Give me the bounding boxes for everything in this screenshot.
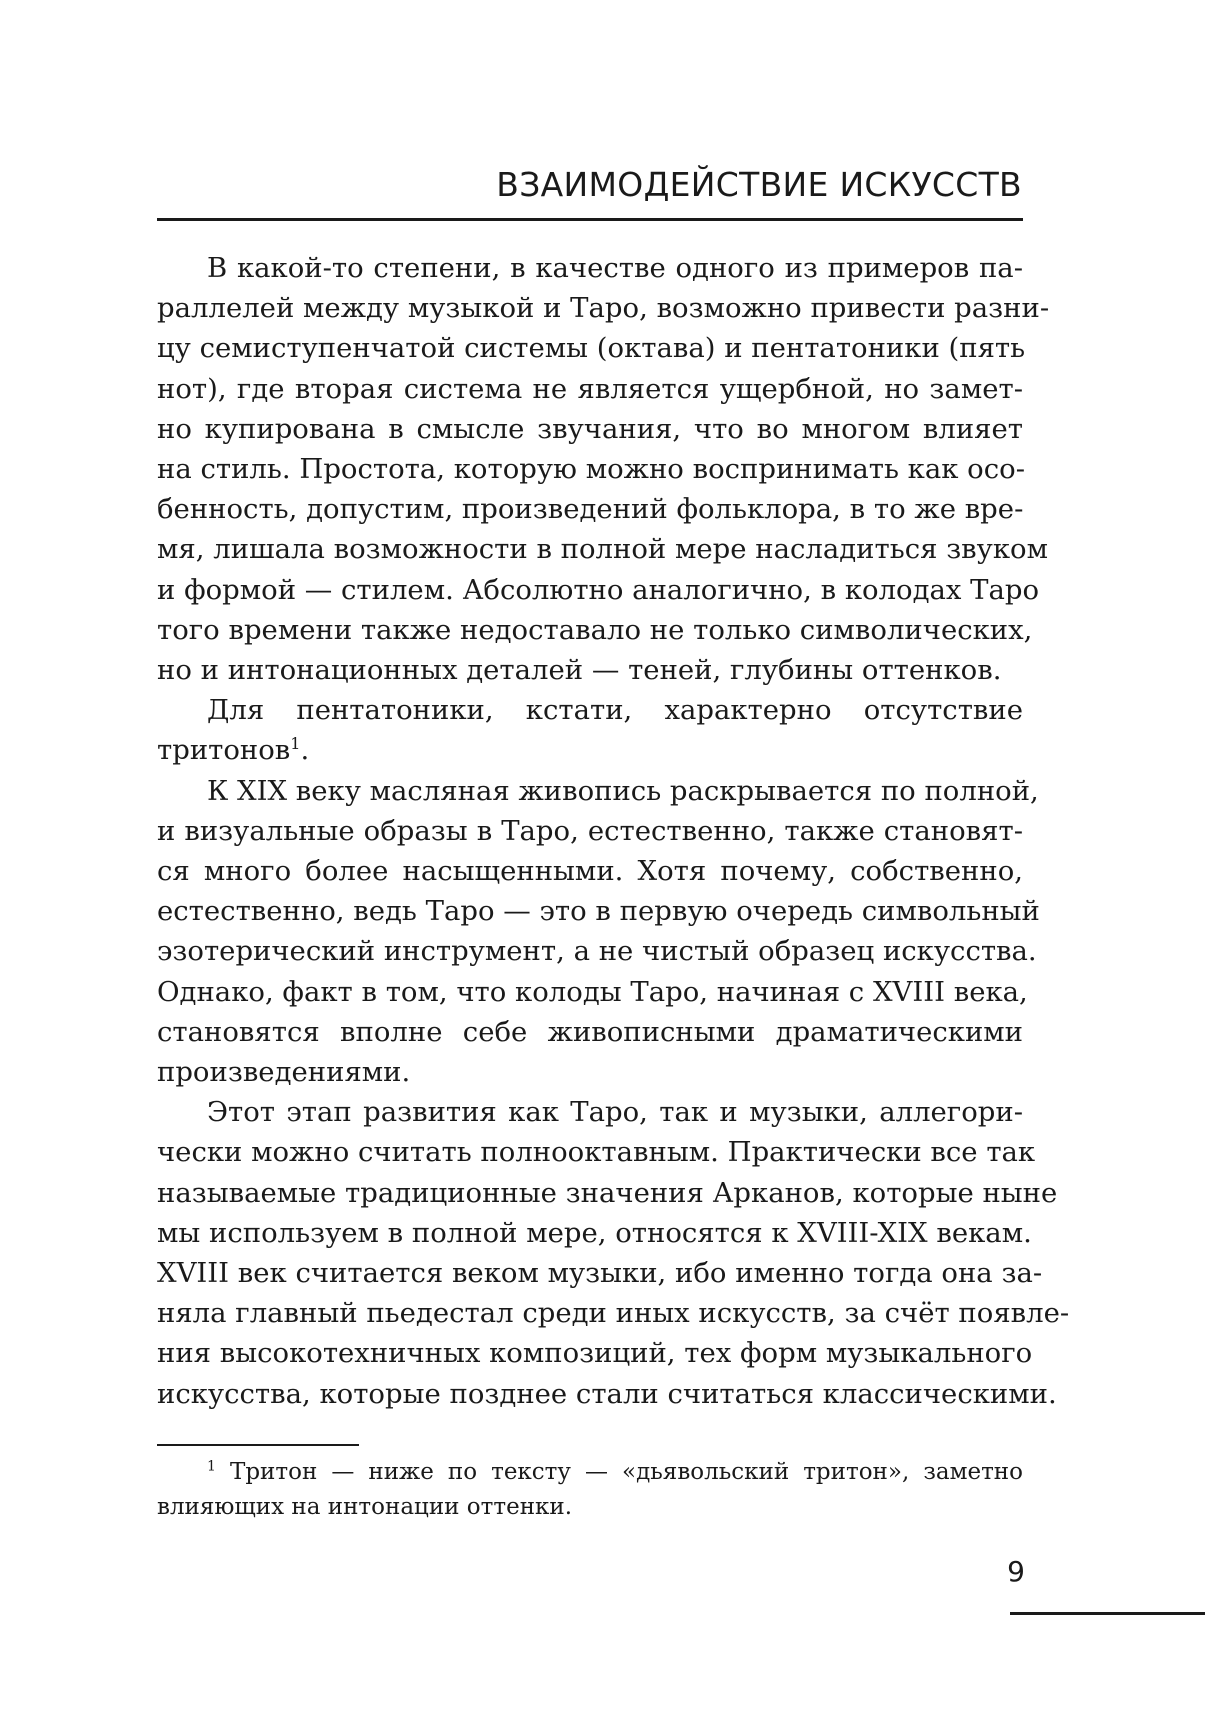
- footnote: [157, 1455, 1023, 1525]
- text-line: ся много более насыщенными. Хотя почему, собственно,: [157, 855, 1023, 888]
- text-line: цу семиступенчатой системы (октава) и пентатоники (пять: [157, 332, 1026, 365]
- text-line: няла главный пьедестал среди иных искусств, за счёт появле-: [157, 1297, 1070, 1330]
- footnote-anchor-punct: .: [300, 734, 310, 767]
- text-line-with-footnote: [157, 730, 1023, 770]
- text-line: нот), где вторая система не является ущербной, но замет-: [157, 372, 1023, 405]
- page-number: 9: [1007, 1555, 1025, 1588]
- text-line: К XIX веку масляная живопись раскрывается по полной,: [207, 774, 1039, 807]
- text-line: мя, лишала возможности в полной мере насладиться звуком: [157, 533, 1048, 566]
- footnote-marker: 1: [207, 1458, 216, 1475]
- text-line: раллелей между музыкой и Таро, возможно привести разни-: [157, 292, 1050, 325]
- text-line: искусства, которые позднее стали считаться классическими.: [157, 1377, 1057, 1410]
- text-line: Для пентатоники, кстати, характерно отсутствие: [207, 694, 1023, 727]
- text-line: но купирована в смысле звучания, что во многом влияет: [157, 412, 1023, 445]
- paragraph-4: [157, 1092, 1070, 1414]
- text-line: и формой — стилем. Абсолютно аналогично, в колодах Таро: [157, 573, 1040, 606]
- text-line: на стиль. Простота, которую можно воспринимать как осо-: [157, 453, 1025, 486]
- text-line: чески можно считать полнооктавным. Практически все так: [157, 1136, 1036, 1169]
- paragraph-3: [157, 771, 1040, 1093]
- text-line: но и интонационных деталей — теней, глубины оттенков.: [157, 654, 1002, 687]
- paragraph-1: [157, 248, 1050, 690]
- text-line: естественно, ведь Таро — это в первую очередь символьный: [157, 895, 1040, 928]
- header-rule: [157, 218, 1023, 221]
- text-line: ния высокотехничных композиций, тех форм музыкального: [157, 1337, 1033, 1370]
- body-text: [157, 248, 1070, 1414]
- text-line: мы используем в полной мере, относятся к XVIII-XIX векам.: [157, 1216, 1032, 1249]
- paragraph-2: [157, 690, 1023, 770]
- footnote-text: Тритон — ниже по тексту — «дьявольский тритон», заметно: [215, 1459, 1023, 1485]
- text-line: становятся вполне себе живописными драматическими: [157, 1015, 1023, 1048]
- footnote-anchor-text: тритонов: [157, 734, 291, 767]
- text-line: эзотерический инструмент, а не чистый образец искусства.: [157, 935, 1037, 968]
- text-line: произведениями.: [157, 1056, 411, 1089]
- footnote-separator: [157, 1444, 359, 1446]
- text-line: Однако, факт в том, что колоды Таро, начиная с XVIII века,: [157, 975, 1028, 1008]
- text-line: бенность, допустим, произведений фольклора, в то же вре-: [157, 493, 1024, 526]
- text-line: того времени также недоставало не только символических,: [157, 613, 1033, 646]
- running-header-title: ВЗАИМОДЕЙСТВИЕ ИСКУССТВ: [496, 165, 1022, 204]
- text-line: и визуальные образы в Таро, естественно, также становят-: [157, 814, 1023, 847]
- footnote-reference[interactable]: 1: [290, 734, 301, 754]
- text-line: называемые традиционные значения Арканов, которые ныне: [157, 1176, 1058, 1209]
- text-line: В какой-то степени, в качестве одного из примеров па-: [207, 252, 1023, 284]
- footnote-line: [157, 1455, 1023, 1490]
- text-line: Этот этап развития как Таро, так и музыки, аллегори-: [207, 1096, 1023, 1129]
- page-number-rule: [1010, 1612, 1205, 1615]
- footnote-line: влияющих на интонации оттенки.: [157, 1494, 573, 1520]
- text-line: XVIII век считается веком музыки, ибо именно тогда она за-: [157, 1257, 1043, 1290]
